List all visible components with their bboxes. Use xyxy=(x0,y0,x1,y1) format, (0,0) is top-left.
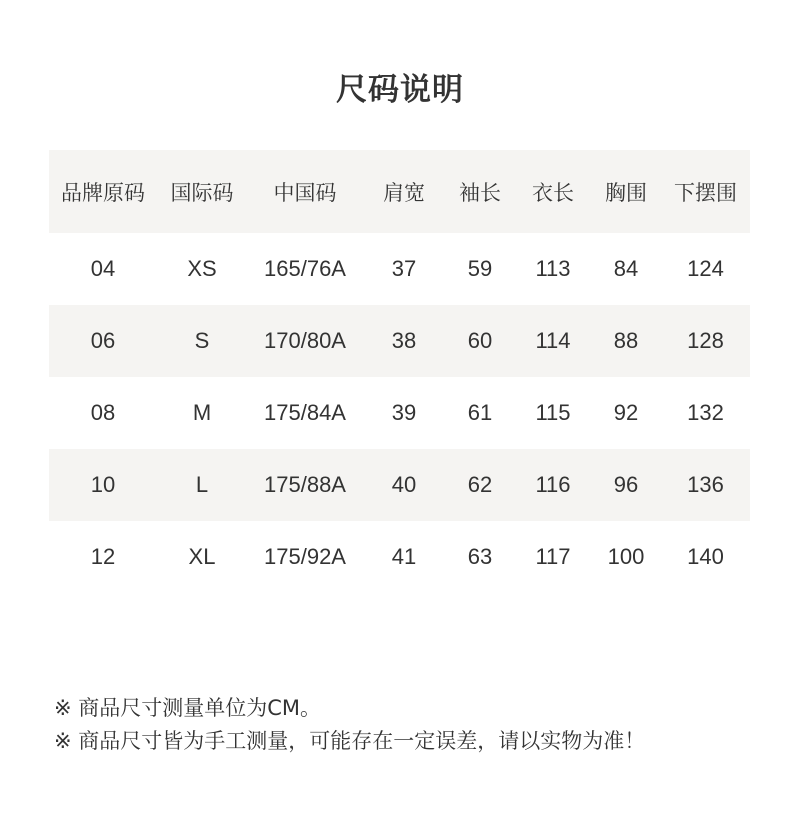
cell-china-size: 175/88A xyxy=(264,472,346,497)
cell-intl-size: XL xyxy=(188,544,216,569)
cell-brand-size: 08 xyxy=(90,400,116,425)
cell-sleeve: 60 xyxy=(467,328,493,353)
cell-sleeve: 62 xyxy=(467,472,493,497)
note-manual-measurement: ※ 商品尺寸皆为手工测量，可能存在一定误差，请以实物为准！ xyxy=(54,729,646,753)
cell-shoulder: 41 xyxy=(391,544,417,569)
table-row xyxy=(49,521,750,593)
cell-brand-size: 12 xyxy=(90,544,116,569)
cell-brand-size: 10 xyxy=(90,472,116,497)
cell-shoulder: 40 xyxy=(391,472,417,497)
cell-length: 113 xyxy=(535,256,571,281)
table-row xyxy=(49,449,750,521)
cell-shoulder: 37 xyxy=(391,256,417,281)
table-header-row xyxy=(49,150,750,233)
header-brand-size: 品牌原码 xyxy=(61,180,145,205)
size-table xyxy=(49,150,750,593)
table-row xyxy=(49,305,750,377)
cell-chest: 96 xyxy=(613,472,639,497)
cell-shoulder: 38 xyxy=(391,328,417,353)
cell-chest: 92 xyxy=(613,400,639,425)
cell-hem: 140 xyxy=(687,544,724,569)
header-sleeve: 袖长 xyxy=(459,180,501,205)
cell-shoulder: 39 xyxy=(391,400,417,425)
cell-brand-size: 06 xyxy=(90,328,116,353)
cell-chest: 100 xyxy=(607,544,645,569)
header-shoulder: 肩宽 xyxy=(383,180,425,205)
cell-china-size: 175/92A xyxy=(264,544,346,569)
table-row xyxy=(49,233,750,305)
cell-intl-size: L xyxy=(195,472,209,497)
cell-brand-size: 04 xyxy=(90,256,116,281)
header-length: 衣长 xyxy=(532,180,574,205)
cell-intl-size: XS xyxy=(187,256,217,281)
cell-length: 117 xyxy=(535,544,571,569)
cell-intl-size: S xyxy=(194,328,210,353)
header-china-size: 中国码 xyxy=(273,180,337,205)
cell-china-size: 170/80A xyxy=(264,328,346,353)
notes xyxy=(54,692,774,758)
cell-hem: 136 xyxy=(687,472,724,497)
cell-sleeve: 61 xyxy=(467,400,493,425)
note-measurement-unit: ※ 商品尺寸测量单位为CM。 xyxy=(54,696,322,720)
cell-hem: 132 xyxy=(687,400,724,425)
cell-length: 116 xyxy=(535,472,571,497)
page-title: 尺码说明 xyxy=(336,72,464,108)
cell-intl-size: M xyxy=(192,400,212,425)
cell-chest: 84 xyxy=(613,256,639,281)
cell-length: 114 xyxy=(535,328,571,353)
cell-chest: 88 xyxy=(613,328,639,353)
cell-china-size: 175/84A xyxy=(264,400,346,425)
header-chest: 胸围 xyxy=(605,180,647,205)
cell-length: 115 xyxy=(535,400,571,425)
cell-sleeve: 59 xyxy=(467,256,493,281)
cell-china-size: 165/76A xyxy=(264,256,346,281)
header-hem: 下摆围 xyxy=(674,180,737,205)
header-intl-size: 国际码 xyxy=(170,180,234,205)
table-row xyxy=(49,377,750,449)
cell-sleeve: 63 xyxy=(467,544,493,569)
cell-hem: 128 xyxy=(687,328,724,353)
cell-hem: 124 xyxy=(687,256,724,281)
